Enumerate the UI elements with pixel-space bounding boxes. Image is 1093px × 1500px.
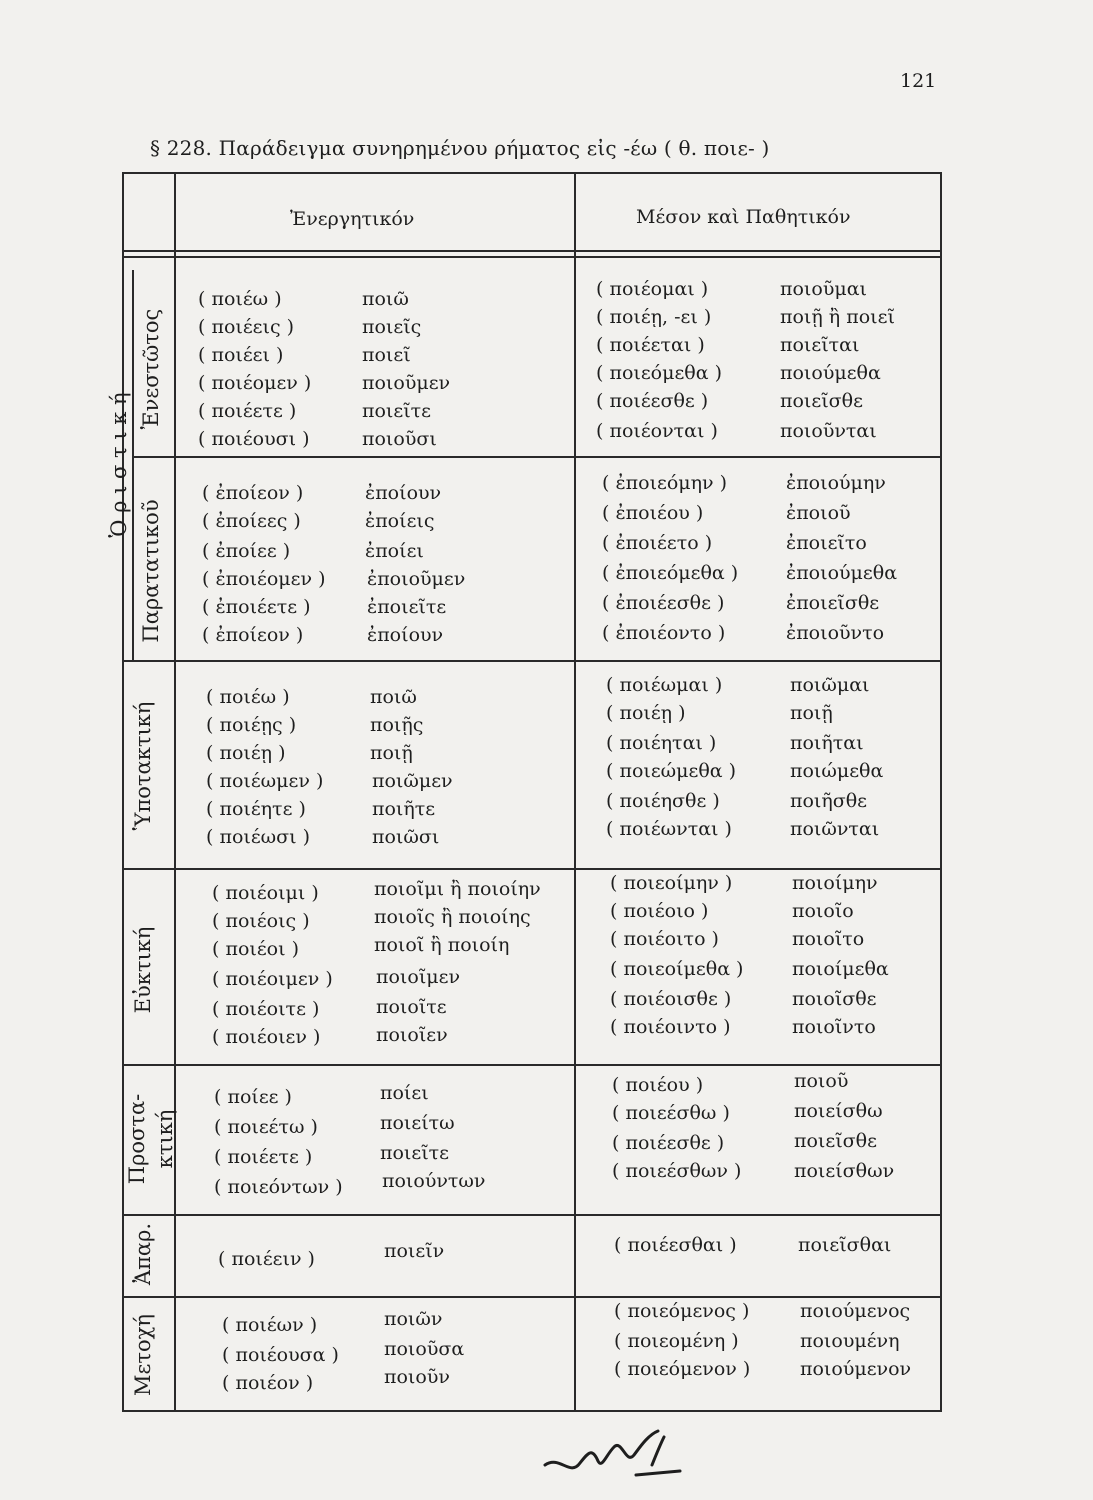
form-open: ( ποιέοι ) (212, 938, 300, 960)
mood-label-imperative-1: Προστα- (125, 1093, 149, 1185)
form-open: ( ποιεώμεθα ) (606, 760, 737, 782)
form-contracted: ποιοῦμαι (780, 278, 867, 300)
tense-label-present: Ἐνεστῶτος (139, 308, 163, 430)
form-contracted: ποιοῖεν (376, 1024, 448, 1046)
header-divider-2 (124, 256, 940, 258)
form-open: ( ποιέῃ ) (206, 742, 286, 764)
form-contracted: ποιείτω (380, 1112, 455, 1134)
form-contracted: ποιῇς (370, 714, 424, 736)
form-open: ( ποιέωμαι ) (606, 674, 723, 696)
form-contracted: ἐποιεῖτε (367, 596, 447, 618)
form-open: ( ἐποίεον ) (202, 624, 304, 646)
col-divider-label (174, 174, 176, 1410)
form-contracted: ποιεῖσθε (780, 390, 863, 412)
form-contracted: ποιοῦνται (780, 420, 877, 442)
form-open: ( ποιέοιτο ) (610, 928, 719, 950)
form-contracted: ποιούμενος (800, 1300, 911, 1322)
form-contracted: ποιοῖς ἢ ποιοίης (374, 906, 531, 928)
active-voice-header: Ἐνεργητικόν (290, 208, 415, 230)
form-contracted: ποιοῦ (794, 1070, 849, 1092)
form-open: ( ποιέῃ, -ει ) (596, 306, 712, 328)
row-divider-optative (124, 1064, 940, 1066)
form-open: ( ἐποίεε ) (202, 540, 291, 562)
form-contracted: ποιεῖτε (362, 400, 432, 422)
form-open: ( ποιέει ) (198, 344, 284, 366)
form-open: ( ποιέοιτε ) (212, 998, 320, 1020)
form-contracted: ἐποιοῦ (786, 502, 851, 524)
form-contracted: ποιεῖν (384, 1240, 445, 1262)
form-contracted: ποιῶ (370, 686, 417, 708)
col-divider-voice (574, 174, 576, 1410)
form-open: ( ποιεόμενος ) (614, 1300, 750, 1322)
form-contracted: ἐποιούμεθα (786, 562, 898, 584)
form-open: ( ποιέεσθαι ) (614, 1234, 737, 1256)
form-open: ( ποιέετε ) (198, 400, 297, 422)
form-contracted: ποιείσθων (794, 1160, 895, 1182)
form-contracted: ἐποιοῦντο (786, 622, 885, 644)
form-contracted: ποιῶμαι (790, 674, 870, 696)
form-contracted: ποίει (380, 1082, 429, 1104)
form-contracted: ποιοῦν (384, 1366, 450, 1388)
form-contracted: ποιῆτε (372, 798, 436, 820)
row-divider-subjunctive (124, 868, 940, 870)
form-contracted: ποιῶμεν (372, 770, 453, 792)
form-open: ( ποιέωσι ) (206, 826, 311, 848)
form-open: ( ἐποιεόμεθα ) (602, 562, 739, 584)
mood-label-participle: Μετοχή (131, 1314, 155, 1396)
form-open: ( ποιέοιμι ) (212, 882, 319, 904)
tense-label-imperfect: Παρατατικοῦ (139, 499, 163, 643)
form-open: ( ποίεε ) (214, 1086, 292, 1108)
page-number: 121 (900, 70, 937, 92)
mood-label-indicative: Ὁ ρ ι σ τ ι κ ή (107, 392, 131, 538)
form-open: ( ποιέων ) (222, 1314, 318, 1336)
mood-label-imperative-2: κτική (153, 1109, 177, 1169)
form-contracted: ποιούμεθα (780, 362, 881, 384)
form-open: ( ποιέοιο ) (610, 900, 709, 922)
mood-label-optative: Εὐκτική (131, 926, 155, 1014)
form-open: ( ποιέομαι ) (596, 278, 709, 300)
form-contracted: ἐποίουν (365, 482, 442, 504)
header-divider (124, 250, 940, 252)
form-contracted: ποιεῖται (780, 334, 860, 356)
form-open: ( ποιεέτω ) (214, 1116, 318, 1138)
form-contracted: ποιούμενον (800, 1358, 912, 1380)
form-contracted: ποιουμένη (800, 1330, 900, 1352)
form-open: ( ποιέεις ) (198, 316, 295, 338)
form-contracted: ποιῆται (790, 732, 864, 754)
form-open: ( ποιέουσι ) (198, 428, 310, 450)
form-open: ( ἐποιεόμην ) (602, 472, 728, 494)
form-open: ( ποιέοις ) (212, 910, 310, 932)
row-divider-infinitive (124, 1296, 940, 1298)
form-open: ( ποιεόμεθα ) (596, 362, 723, 384)
form-open: ( ποιέειν ) (218, 1248, 315, 1270)
form-open: ( ποιέεσθε ) (596, 390, 709, 412)
form-open: ( ποιέω ) (206, 686, 290, 708)
form-open: ( ποιέεσθε ) (612, 1132, 725, 1154)
form-open: ( ποιέοισθε ) (610, 988, 732, 1010)
form-open: ( ἐποιέετο ) (602, 532, 713, 554)
form-open: ( ἐποίεον ) (202, 482, 304, 504)
form-contracted: ποιεῖτε (380, 1142, 450, 1164)
form-contracted: ποιεῖς (362, 316, 422, 338)
form-contracted: ποιοῖτε (376, 996, 447, 1018)
form-open: ( ποιέον ) (222, 1372, 314, 1394)
form-open: ( ἐποίεες ) (202, 510, 301, 532)
form-open: ( ποιέοιεν ) (212, 1026, 321, 1048)
form-contracted: ποιῶ (362, 288, 409, 310)
form-open: ( ποιέομεν ) (198, 372, 312, 394)
form-contracted: ποιεῖ (362, 344, 411, 366)
form-contracted: ποιεῖσθε (794, 1130, 877, 1152)
form-contracted: ποιοῦσι (362, 428, 437, 450)
form-open: ( ποιέοιντο ) (610, 1016, 731, 1038)
form-contracted: ποιεῖσθαι (798, 1234, 892, 1256)
form-contracted: ποιοῖ ἢ ποιοίη (374, 934, 510, 956)
form-open: ( ποιέητε ) (206, 798, 306, 820)
form-open: ( ποιέηται ) (606, 732, 717, 754)
form-contracted: ποιοῦμεν (362, 372, 451, 394)
form-contracted: ποιῶνται (790, 818, 880, 840)
form-contracted: ποιῇ ἢ ποιεῖ (780, 306, 895, 328)
form-contracted: ποιοῖμεν (376, 966, 461, 988)
form-contracted: ποιοίμεθα (792, 958, 889, 980)
row-divider-present (132, 456, 940, 458)
form-open: ( ποιεόντων ) (214, 1176, 343, 1198)
form-contracted: ποιοῖντο (792, 1016, 876, 1038)
form-contracted: ποιώμεθα (790, 760, 884, 782)
middle-passive-voice-header: Μέσον καὶ Παθητικόν (636, 206, 851, 228)
form-open: ( ποιέῃς ) (206, 714, 297, 736)
form-contracted: ποιῇ (370, 742, 413, 764)
form-contracted: ποιείσθω (794, 1100, 883, 1122)
row-divider-imperfect (124, 660, 940, 662)
form-open: ( ποιεέσθω ) (612, 1102, 730, 1124)
form-open: ( ποιεόμενον ) (614, 1358, 751, 1380)
form-contracted: ποιοῦσα (384, 1338, 465, 1360)
form-open: ( ποιέοιμεν ) (212, 968, 333, 990)
mood-label-infinitive: Ἀπαρ. (131, 1222, 155, 1286)
form-open: ( ποιεοίμην ) (610, 872, 733, 894)
form-open: ( ἐποιέομεν ) (202, 568, 326, 590)
form-open: ( ποιέωμεν ) (206, 770, 324, 792)
form-contracted: ἐποιεῖτο (786, 532, 867, 554)
form-contracted: ποιῆσθε (790, 790, 868, 812)
form-open: ( ποιέονται ) (596, 420, 718, 442)
form-open: ( ποιέετε ) (214, 1146, 313, 1168)
handwritten-mark (540, 1425, 700, 1485)
form-contracted: ποιῇ (790, 702, 833, 724)
form-open: ( ἐποιέεσθε ) (602, 592, 725, 614)
mood-label-subjunctive: Ὑποτακτική (131, 701, 155, 831)
form-open: ( ποιέω ) (198, 288, 282, 310)
form-open: ( ποιέουσα ) (222, 1344, 339, 1366)
form-contracted: ἐποιεῖσθε (786, 592, 880, 614)
form-contracted: ἐποίουν (367, 624, 444, 646)
form-contracted: ποιοῖτο (792, 928, 865, 950)
row-divider-imperative (124, 1214, 940, 1216)
form-contracted: ποιοίμην (792, 872, 878, 894)
form-contracted: ποιῶσι (372, 826, 440, 848)
form-contracted: ἐποιούμην (786, 472, 886, 494)
form-open: ( ποιεομένη ) (614, 1330, 739, 1352)
form-open: ( ποιέῃ ) (606, 702, 686, 724)
form-contracted: ἐποίει (365, 540, 424, 562)
form-contracted: ποιοῖσθε (792, 988, 877, 1010)
form-contracted: ποιοῖμι ἢ ποιοίην (374, 878, 541, 900)
form-contracted: ἐποίεις (365, 510, 435, 532)
form-open: ( ἐποιέοντο ) (602, 622, 726, 644)
form-open: ( ποιέωνται ) (606, 818, 732, 840)
form-open: ( ποιεέσθων ) (612, 1160, 742, 1182)
form-open: ( ποιέεται ) (596, 334, 705, 356)
form-open: ( ἐποιέετε ) (202, 596, 311, 618)
page-title: § 228. Παράδειγμα συνηρημένου ρήματος εἰς -έω ( θ. ποιε- ) (150, 136, 770, 160)
form-open: ( ποιέησθε ) (606, 790, 720, 812)
form-open: ( ἐποιέου ) (602, 502, 704, 524)
form-contracted: ποιοῖο (792, 900, 854, 922)
form-open: ( ποιέου ) (612, 1074, 704, 1096)
form-open: ( ποιεοίμεθα ) (610, 958, 744, 980)
form-contracted: ποιούντων (382, 1170, 486, 1192)
form-contracted: ποιῶν (384, 1308, 443, 1330)
form-contracted: ἐποιοῦμεν (367, 568, 466, 590)
